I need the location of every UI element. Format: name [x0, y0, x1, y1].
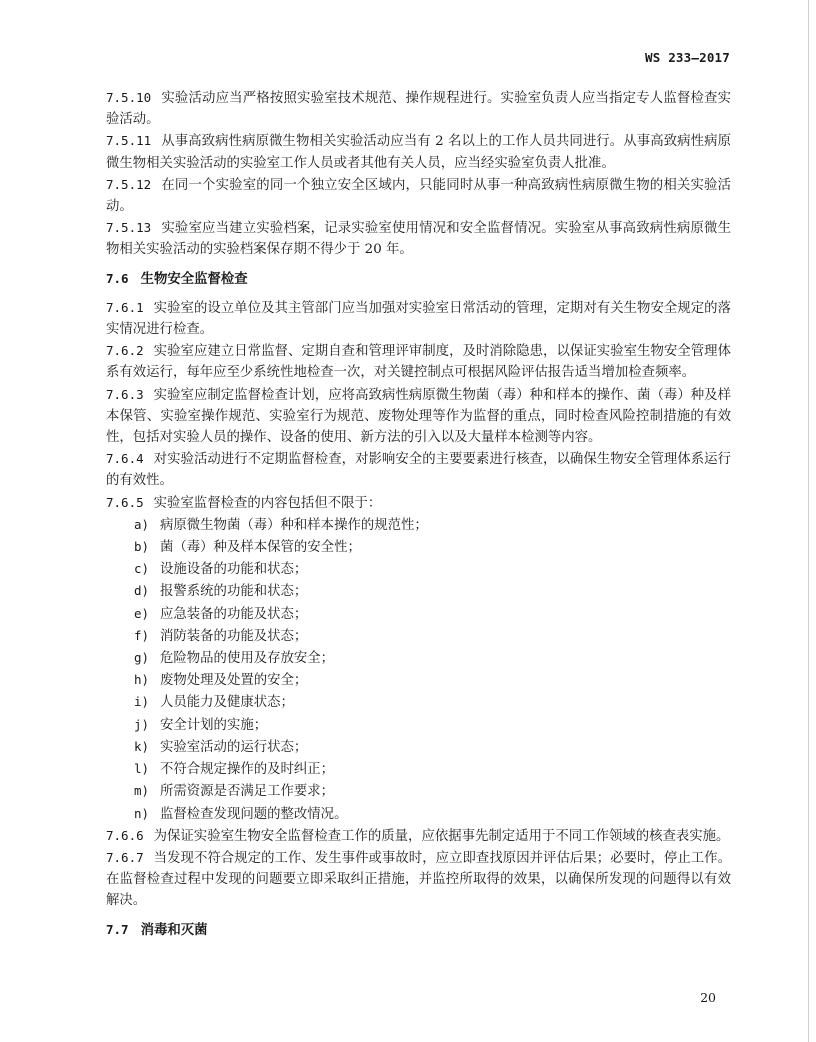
clause-text: 实验室应建立日常监督、定期自查和管理评审制度，及时消除隐患，以保证实验室生物安全管理体系有效运行，每年应至少系统性地检查一次，对关键控制点可根据风险评估报告适当增加检查频率。 — [106, 344, 731, 381]
section-title: 生物安全监督检查 — [140, 271, 248, 287]
list-text: 实验室活动的运行状态； — [160, 739, 308, 755]
list-text: 病原微生物菌（毒）种和样本操作的规范性； — [160, 517, 428, 533]
list-letter: b) — [134, 539, 150, 555]
clause-7-5-11 — [106, 130, 731, 173]
list-item — [106, 536, 731, 558]
list-text: 监督检查发现问题的整改情况。 — [160, 806, 348, 822]
list-text: 设施设备的功能和状态； — [160, 562, 308, 578]
clause-number: 7.5.10 — [106, 90, 152, 105]
clause-7-6-7 — [106, 847, 731, 912]
list-letter: e) — [134, 605, 150, 621]
clause-text: 实验室应当建立实验档案，记录实验室使用情况和安全监督情况。实验室从事高致病性病原微生物相关实验活动的实验档案保存期不得少于 20 年。 — [106, 221, 731, 258]
page-number: 20 — [700, 990, 716, 1005]
list-item — [106, 736, 731, 758]
clause-7-6-2 — [106, 340, 731, 383]
list-item — [106, 669, 731, 691]
list-letter: a) — [134, 516, 150, 532]
clause-7-6-1 — [106, 297, 731, 340]
list-item — [106, 758, 731, 780]
clause-number: 7.6.4 — [106, 451, 144, 467]
clause-7-6-5 — [106, 492, 731, 514]
clause-7-6-6 — [106, 825, 731, 847]
list-letter: d) — [134, 583, 150, 599]
list-text: 报警系统的功能和状态； — [160, 584, 308, 600]
clause-number: 7.6.6 — [106, 827, 144, 843]
list-letter: m) — [134, 783, 150, 799]
list-letter: n) — [134, 805, 150, 821]
clause-text: 对实验活动进行不定期监督检查，对影响安全的主要要素进行核查，以确保生物安全管理体系运行的有效性。 — [106, 452, 731, 489]
clause-7-5-10 — [106, 87, 731, 130]
clause-7-5-12 — [106, 174, 731, 217]
clause-text: 实验室应制定监督检查计划，应将高致病性病原微生物菌（毒）种和样本的操作、菌（毒）种及样本保管、实验室操作规范、实验室行为规范、废物处理等作为监督的重点，同时检查风险控制措施的有效性，包括对实验人员的操作、设备的使用、新方法的引入以及大量样本检测等内容。 — [106, 387, 731, 446]
list-letter: i) — [134, 694, 150, 710]
list-item — [106, 714, 731, 736]
list-item — [106, 647, 731, 669]
list-item — [106, 580, 731, 602]
clause-text: 为保证实验室生物安全监督检查工作的质量，应依据事先制定适用于不同工作领域的核查表实施。 — [153, 828, 730, 844]
list-letter: k) — [134, 738, 150, 754]
clause-text: 实验室的设立单位及其主管部门应当加强对实验室日常活动的管理，定期对有关生物安全规定的落实情况进行检查。 — [106, 300, 731, 338]
list-text: 消防装备的功能及状态； — [160, 628, 308, 644]
list-text: 废物处理及处置的安全； — [160, 673, 308, 689]
clause-number: 7.6.2 — [106, 343, 144, 359]
list-letter: h) — [134, 672, 150, 688]
list-text: 安全计划的实施； — [160, 717, 268, 733]
standard-code-header: WS 233—2017 — [645, 50, 730, 65]
list-letter: c) — [134, 561, 150, 577]
list-text: 所需资源是否满足工作要求； — [160, 784, 335, 800]
clause-7-6-4 — [106, 448, 731, 491]
list-item — [106, 603, 731, 625]
clause-number: 7.6.7 — [106, 849, 144, 865]
clause-7-6-3 — [106, 384, 731, 449]
list-letter: l) — [134, 761, 150, 777]
list-item — [106, 780, 731, 802]
clause-7-5-13 — [106, 217, 731, 260]
list-text: 人员能力及健康状态； — [160, 695, 294, 711]
section-heading-7-6 — [106, 268, 731, 290]
list-item — [106, 691, 731, 713]
list-item — [106, 803, 731, 825]
clause-number: 7.6.3 — [106, 386, 144, 402]
clause-number: 7.5.13 — [106, 220, 152, 236]
list-item — [106, 558, 731, 580]
clause-number: 7.6.5 — [106, 494, 144, 510]
list-text: 不符合规定操作的及时纠正； — [160, 762, 335, 778]
clause-number: 7.6.1 — [106, 299, 144, 315]
section-number: 7.7 — [106, 921, 129, 937]
clause-text: 在同一个实验室的同一个独立安全区域内，只能同时从事一种高致病性病原微生物的相关实验活动。 — [106, 177, 731, 215]
list-item — [106, 514, 731, 536]
list-letter: g) — [134, 650, 150, 666]
clause-number: 7.5.12 — [106, 176, 152, 192]
list-letter: j) — [134, 716, 150, 732]
list-letter: f) — [134, 627, 150, 643]
list-text: 菌（毒）种及样本保管的安全性； — [160, 540, 361, 556]
clause-text: 实验室监督检查的内容包括但不限于： — [153, 495, 382, 511]
list-text: 危险物品的使用及存放安全； — [160, 651, 335, 667]
clause-text: 当发现不符合规定的工作、发生事件或事故时，应立即查找原因并评估后果；必要时，停止工作。在监督检查过程中发现的问题要立即采取纠正措施，并监控所取得的效果，以确保所发现的问题得以有效解决。 — [106, 850, 731, 909]
section-number: 7.6 — [106, 270, 129, 286]
inspection-checklist — [106, 514, 731, 825]
clause-text: 从事高致病性病原微生物相关实验活动应当有 2 名以上的工作人员共同进行。从事高致病性病原微生物相关实验活动的实验室工作人员或者其他有关人员，应当经实验室负责人批准。 — [106, 134, 731, 171]
page-content — [106, 87, 731, 948]
section-title: 消毒和灭菌 — [140, 922, 208, 938]
section-heading-7-7 — [106, 919, 731, 941]
clause-number: 7.5.11 — [106, 133, 152, 149]
list-text: 应急装备的功能及状态； — [160, 606, 308, 622]
list-item — [106, 625, 731, 647]
clause-text: 实验活动应当严格按照实验室技术规范、操作规程进行。实验室负责人应当指定专人监督检查实验活动。 — [106, 91, 731, 128]
